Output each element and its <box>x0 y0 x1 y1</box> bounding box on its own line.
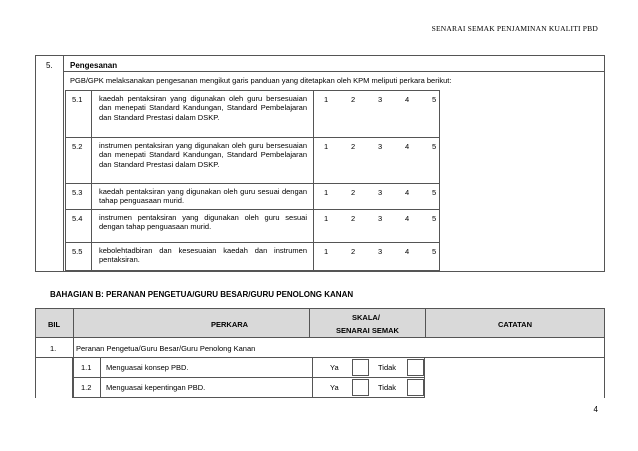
rating-option[interactable]: 3 <box>378 247 383 256</box>
no-checkbox[interactable] <box>407 379 424 396</box>
criteria-row <box>65 183 440 209</box>
rating-option[interactable]: 3 <box>378 188 383 197</box>
rating-option[interactable]: 5 <box>432 214 437 223</box>
rating-option[interactable]: 5 <box>432 142 437 151</box>
rating-option[interactable]: 1 <box>324 214 329 223</box>
divider <box>73 309 74 337</box>
criteria-code: 5.4 <box>66 210 92 242</box>
criteria-code: 5.2 <box>66 138 92 183</box>
divider <box>312 358 313 377</box>
checklist-row <box>35 358 605 378</box>
yes-checkbox[interactable] <box>352 379 369 396</box>
section-number: 5. <box>46 61 53 70</box>
rating-option[interactable]: 2 <box>351 142 356 151</box>
catatan-cell <box>425 378 605 398</box>
divider <box>309 309 310 337</box>
rating-option[interactable]: 5 <box>432 247 437 256</box>
criteria-text: kebolehtadbiran dan kesesuaian kaedah dan instrumen pentaksiran. <box>92 243 314 270</box>
section-b-heading: BAHAGIAN B: PERANAN PENGETUA/GURU BESAR/GURU PENOLONG KANAN <box>50 290 354 299</box>
rating-option[interactable]: 1 <box>324 142 329 151</box>
divider <box>312 378 313 397</box>
rating-option[interactable]: 5 <box>432 188 437 197</box>
criteria-row <box>65 90 440 137</box>
rating-option[interactable]: 3 <box>378 95 383 104</box>
col-catatan: CATATAN <box>498 320 533 329</box>
empty-cell <box>35 358 73 378</box>
rating-scale <box>314 243 439 270</box>
rating-option[interactable]: 3 <box>378 142 383 151</box>
rating-option[interactable]: 4 <box>405 142 410 151</box>
rating-scale <box>314 138 439 183</box>
divider <box>425 309 426 337</box>
empty-cell <box>35 378 73 398</box>
section-intro: PGB/GPK melaksanakan pengesanan mengikut garis panduan yang ditetapkan oleh KPM meliputi perkara berikut: <box>70 76 452 85</box>
rating-option[interactable]: 4 <box>405 247 410 256</box>
no-label: Tidak <box>378 363 397 372</box>
rating-option[interactable]: 1 <box>324 247 329 256</box>
rating-option[interactable]: 2 <box>351 247 356 256</box>
criteria-text: kaedah pentaksiran yang digunakan oleh guru bersesuaian dan menepati Standard Kandungan, Standard Pembelajaran dan Standard Prestasi dalam DSKP. <box>92 91 314 137</box>
rating-option[interactable]: 2 <box>351 95 356 104</box>
rating-scale <box>314 184 439 209</box>
col-bil: BIL <box>48 320 61 329</box>
criteria-row <box>65 137 440 183</box>
row-number: 1. <box>50 344 57 353</box>
criteria-text: kaedah pentaksiran yang digunakan oleh guru sesuai dengan tahap penguasaan murid. <box>92 184 314 209</box>
col-skala-sub: SENARAI SEMAK <box>336 326 399 335</box>
table-header-row <box>35 308 605 338</box>
rating-scale <box>314 91 439 137</box>
section-number-column <box>36 56 64 271</box>
yes-label: Ya <box>330 383 339 392</box>
item-code: 1.1 <box>81 363 92 372</box>
rating-option[interactable]: 4 <box>405 188 410 197</box>
rating-option[interactable]: 5 <box>432 95 437 104</box>
rating-option[interactable]: 3 <box>378 214 383 223</box>
yes-label: Ya <box>330 363 339 372</box>
checklist-item <box>73 358 425 378</box>
catatan-cell <box>425 358 605 378</box>
rating-option[interactable]: 1 <box>324 188 329 197</box>
checklist-item <box>73 378 425 398</box>
col-perkara: PERKARA <box>211 320 249 329</box>
criteria-text: instrumen pentaksiran yang digunakan oleh guru bersesuaian dan menepati Standard Kandungan, Standard Pembelajaran dan Standard Prestasi dalam DSKP. <box>92 138 314 183</box>
document-header: SENARAI SEMAK PENJAMINAN KUALITI PBD <box>431 24 598 33</box>
section-title: Pengesanan <box>70 61 118 70</box>
col-skala: SKALA/ <box>352 313 380 322</box>
rating-option[interactable]: 2 <box>351 214 356 223</box>
no-checkbox[interactable] <box>407 359 424 376</box>
table-row <box>35 338 605 358</box>
yes-checkbox[interactable] <box>352 359 369 376</box>
page-number: 4 <box>593 405 598 414</box>
criteria-code: 5.5 <box>66 243 92 270</box>
item-text: Menguasai kepentingan PBD. <box>106 383 206 392</box>
no-label: Tidak <box>378 383 397 392</box>
rating-option[interactable]: 4 <box>405 214 410 223</box>
divider <box>100 378 101 397</box>
rating-option[interactable]: 1 <box>324 95 329 104</box>
divider <box>73 338 74 357</box>
row-title: Peranan Pengetua/Guru Besar/Guru Penolong Kanan <box>76 344 256 353</box>
checklist-row <box>35 378 605 398</box>
divider <box>100 358 101 377</box>
criteria-code: 5.3 <box>66 184 92 209</box>
item-code: 1.2 <box>81 383 92 392</box>
rating-option[interactable]: 4 <box>405 95 410 104</box>
divider <box>64 71 604 72</box>
rating-option[interactable]: 2 <box>351 188 356 197</box>
criteria-code: 5.1 <box>66 91 92 137</box>
criteria-text: instrumen pentaksiran yang digunakan oleh guru sesuai dengan tahap penguasaan murid. <box>92 210 314 242</box>
criteria-row <box>65 209 440 242</box>
criteria-row <box>65 242 440 271</box>
item-text: Menguasai konsep PBD. <box>106 363 189 372</box>
rating-scale <box>314 210 439 242</box>
